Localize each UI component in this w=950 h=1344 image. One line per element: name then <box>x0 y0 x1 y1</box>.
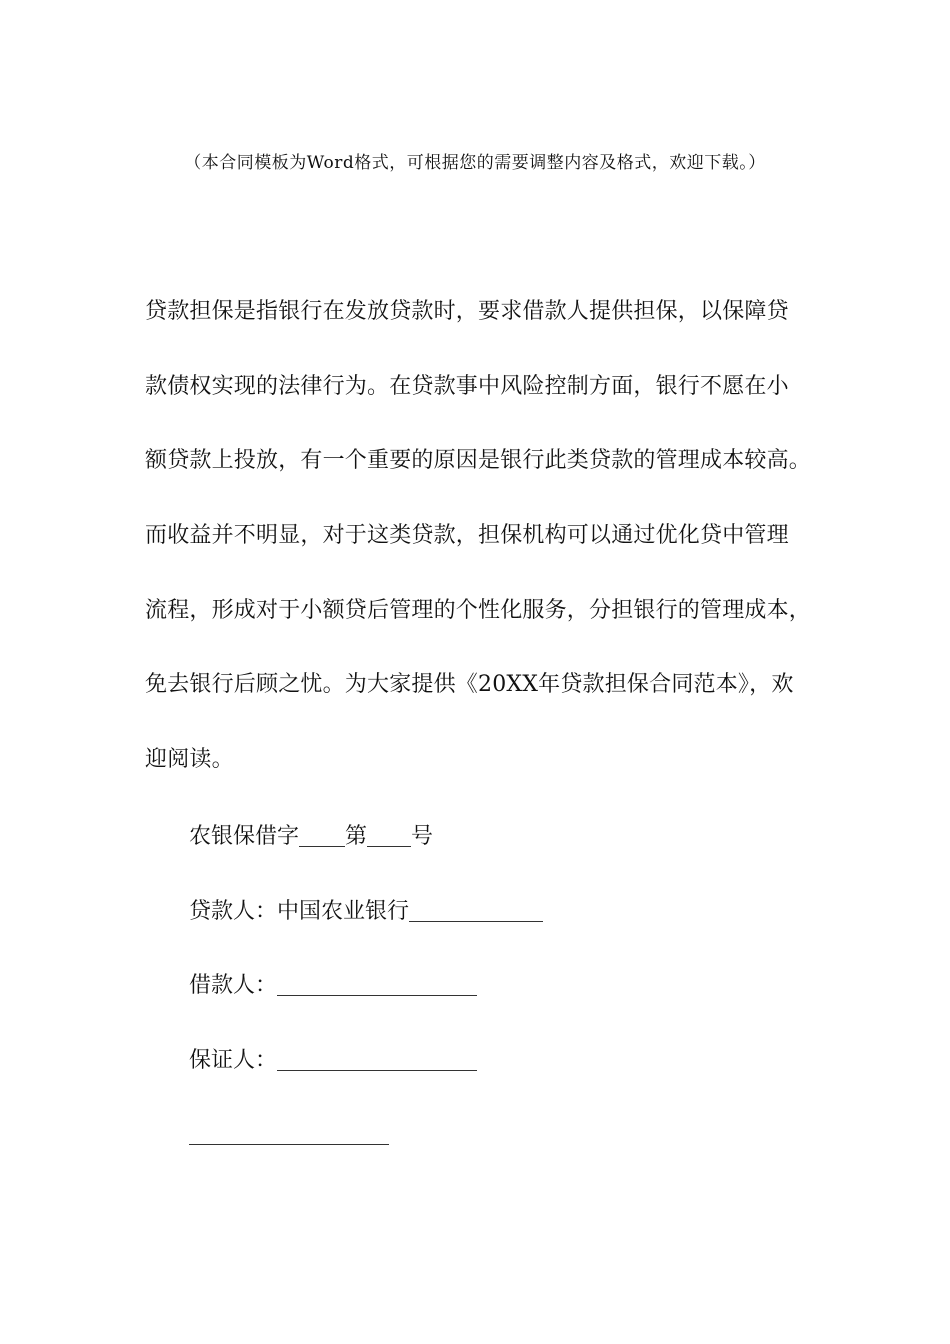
contract-number-line <box>189 820 433 854</box>
borrower-label: 借款人： <box>189 973 278 998</box>
contract-number-blank <box>299 820 345 847</box>
signature-blank <box>189 1144 389 1145</box>
lender-line <box>189 895 543 929</box>
intro-paragraph <box>145 292 815 815</box>
lender-label: 贷款人： <box>189 899 278 924</box>
intro-line: 而收益并不明显，对于这类贷款，担保机构可以通过优化贷中管理 <box>145 523 789 549</box>
contract-number-middle: 第 <box>345 824 368 849</box>
lender-blank <box>409 895 543 922</box>
guarantor-label: 保证人： <box>189 1048 278 1073</box>
intro-line: 款债权实现的法律行为。在贷款事中风险控制方面，银行不愿在小 <box>145 373 789 399</box>
intro-line: 额贷款上投放，有一个重要的原因是银行此类贷款的管理成本较高。 <box>145 448 812 474</box>
contract-number-suffix: 号 <box>411 824 434 849</box>
guarantor-blank <box>277 1044 477 1071</box>
contract-sequence-blank <box>367 820 411 847</box>
borrower-line <box>189 969 477 1003</box>
intro-line: 贷款担保是指银行在发放贷款时，要求借款人提供担保，以保障贷 <box>145 299 789 324</box>
borrower-blank <box>277 969 477 996</box>
lender-value: 中国农业银行 <box>277 899 410 924</box>
template-note: （本合同模板为Word格式，可根据您的需要调整内容及格式，欢迎下载。） <box>184 153 766 173</box>
contract-number-prefix: 农银保借字 <box>189 824 300 849</box>
intro-line: 迎阅读。 <box>145 747 234 773</box>
guarantor-line <box>189 1044 477 1078</box>
intro-line: 流程，形成对于小额贷后管理的个性化服务，分担银行的管理成本， <box>145 597 812 623</box>
intro-line: 免去银行后顾之忧。为大家提供《20XX年贷款担保合同范本》，欢 <box>145 672 794 698</box>
